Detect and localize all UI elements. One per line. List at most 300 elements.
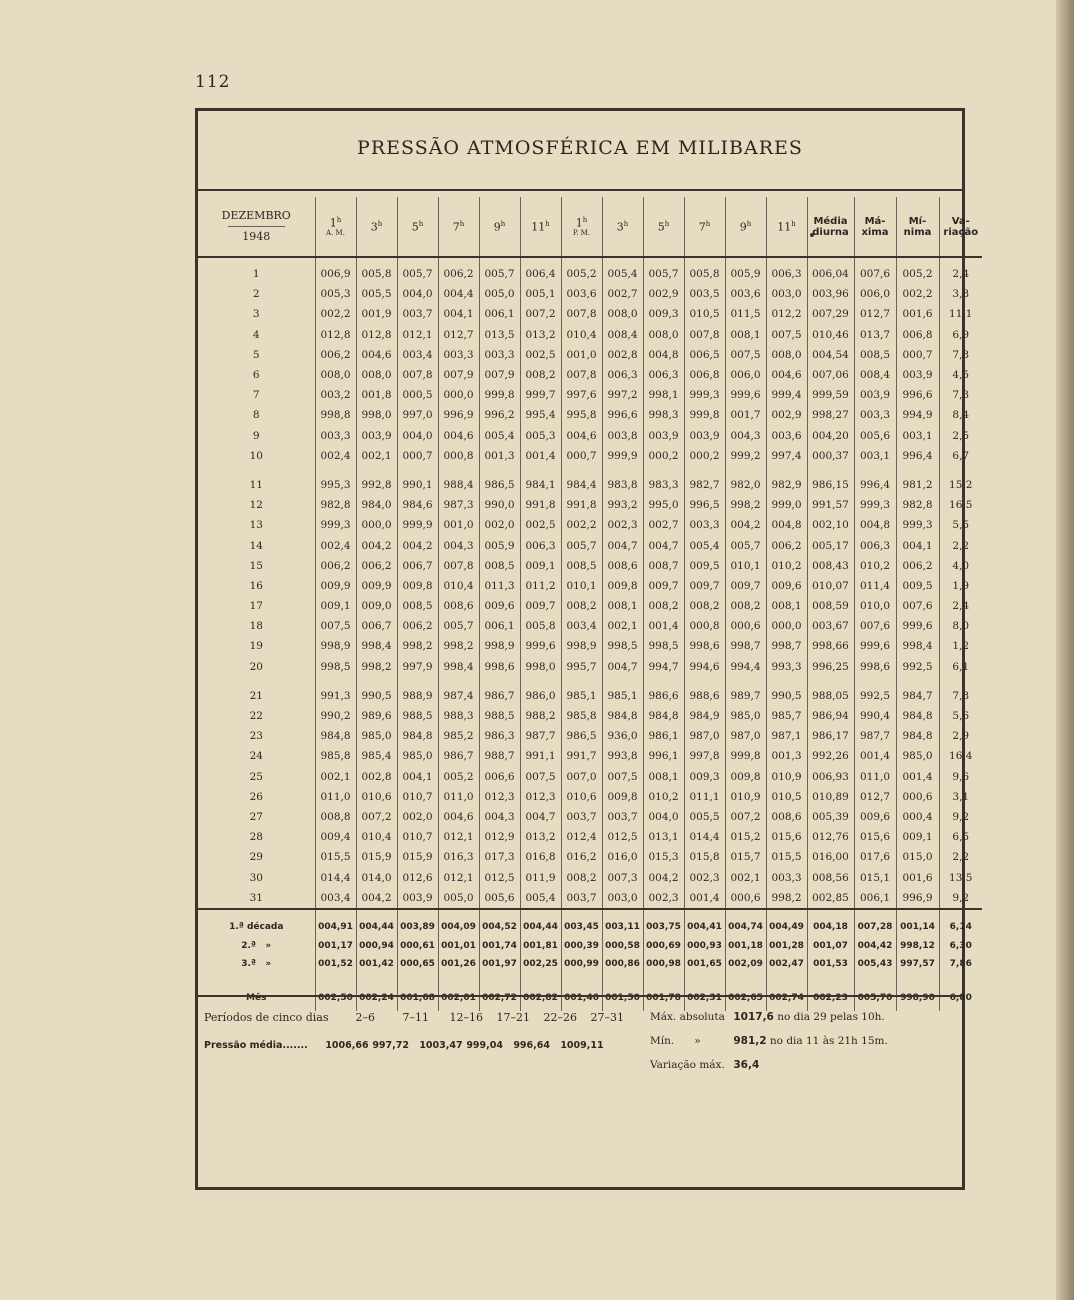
hour-header-7 [561, 197, 602, 257]
value-cell: 007,5 [602, 767, 643, 787]
summary-value: 001,74 [479, 936, 520, 955]
table-row [198, 257, 982, 284]
value-cell: 006,4 [520, 257, 561, 284]
value-cell: 987,3 [438, 495, 479, 515]
value-cell: 002,1 [356, 446, 397, 466]
value-cell: 985,4 [356, 746, 397, 766]
value-cell: 999,6 [896, 616, 939, 636]
value-cell: 988,3 [438, 706, 479, 726]
value-cell: 9,2 [952, 891, 970, 904]
value-cell: 005,6 [854, 426, 896, 446]
value-cell: 007,0 [561, 767, 602, 787]
summary-label: 3.ª » [198, 955, 315, 974]
period-pressure: 1006,66 [325, 1040, 369, 1051]
value-cell: 006,0 [854, 284, 896, 304]
value-cell: 008,59 [807, 596, 854, 616]
day-cell: 27 [198, 807, 315, 827]
value-cell: 998,2 [438, 636, 479, 656]
day-cell: 3 [198, 304, 315, 324]
summary-value: 001,07 [807, 936, 854, 955]
value-cell: 999,9 [602, 446, 643, 466]
period-range: 22–26 [543, 1011, 577, 1024]
summary-value: 002,72 [479, 973, 520, 1011]
value-cell: 995,3 [315, 466, 356, 495]
summary-value: 001,78 [643, 973, 684, 1011]
value-cell: 2,9 [952, 730, 970, 743]
table-row [198, 446, 982, 466]
value-cell: 998,9 [315, 636, 356, 656]
value-cell: 985,1 [561, 677, 602, 706]
hour-value: 1 [575, 216, 583, 230]
period-range: 12–16 [449, 1011, 483, 1024]
value-cell: 998,3 [643, 405, 684, 425]
value-cell: 2,5 [952, 429, 970, 442]
value-cell: 984,0 [356, 495, 397, 515]
value-cell: 005,8 [684, 257, 725, 284]
value-cell: 005,4 [684, 535, 725, 555]
value-cell: 004,3 [438, 535, 479, 555]
value-cell: 003,0 [602, 888, 643, 909]
value-cell: 010,7 [397, 827, 438, 847]
hour-header-12 [766, 197, 807, 257]
value-cell: 004,8 [643, 345, 684, 365]
table-row [198, 827, 982, 847]
value-cell: 001,0 [438, 515, 479, 535]
value-cell: 985,2 [438, 726, 479, 746]
max-text: no dia 29 pelas 10h. [777, 1011, 885, 1023]
value-cell: 985,0 [896, 746, 939, 766]
value-cell: 984,7 [896, 677, 939, 706]
value-cell: 004,0 [643, 807, 684, 827]
value-cell: 006,2 [397, 616, 438, 636]
summary-value: 004,49 [766, 909, 807, 937]
value-cell: 004,4 [438, 284, 479, 304]
summary-value: 004,44 [356, 909, 397, 937]
summary-value: 001,52 [315, 955, 356, 974]
table-row [198, 726, 982, 746]
value-cell: 006,1 [479, 304, 520, 324]
value-cell: 010,0 [854, 596, 896, 616]
value-cell: 991,1 [520, 746, 561, 766]
day-cell: 29 [198, 847, 315, 867]
value-cell: 998,4 [896, 636, 939, 656]
value-cell: 005,5 [356, 284, 397, 304]
value-cell: 010,4 [561, 325, 602, 345]
value-cell: 991,8 [520, 495, 561, 515]
value-cell: 001,3 [479, 446, 520, 466]
table-row [198, 677, 982, 706]
value-cell: 007,8 [561, 365, 602, 385]
value-cell: 001,7 [725, 405, 766, 425]
value-cell: 3,1 [952, 790, 970, 803]
value-cell: 007,2 [520, 304, 561, 324]
value-cell: 004,7 [520, 807, 561, 827]
summary-value: 004,18 [807, 909, 854, 937]
value-cell: 000,0 [438, 385, 479, 405]
value-cell: 009,5 [684, 556, 725, 576]
value-cell: 984,1 [520, 466, 561, 495]
value-cell: 012,1 [438, 827, 479, 847]
value-cell: 016,00 [807, 847, 854, 867]
hour-header-11 [725, 197, 766, 257]
day-cell: 20 [198, 657, 315, 677]
summary-value: 998,90 [896, 973, 939, 1011]
value-cell: 999,3 [684, 385, 725, 405]
summary-value: 005,43 [854, 955, 896, 974]
value-cell: 9,6 [952, 770, 970, 783]
value-cell: 004,6 [356, 345, 397, 365]
min-label: Mín. » [650, 1035, 701, 1047]
day-cell: 15 [198, 556, 315, 576]
table-row [198, 616, 982, 636]
summary-value: 001,42 [356, 955, 397, 974]
value-cell: 014,4 [315, 867, 356, 887]
value-cell: 002,8 [356, 767, 397, 787]
hour-unit: h [336, 215, 342, 224]
value-cell: 012,8 [315, 325, 356, 345]
value-cell: 992,5 [896, 657, 939, 677]
value-cell: 007,29 [807, 304, 854, 324]
value-cell: 991,7 [561, 746, 602, 766]
summary-value: 002,82 [520, 973, 561, 1011]
day-cell: 23 [198, 726, 315, 746]
value-cell: 007,5 [315, 616, 356, 636]
value-cell: 986,15 [807, 466, 854, 495]
value-cell: 003,9 [684, 426, 725, 446]
value-cell: 990,5 [766, 677, 807, 706]
table-header [198, 197, 982, 257]
summary-value: 002,01 [438, 973, 479, 1011]
value-cell: 002,2 [561, 515, 602, 535]
value-cell: 003,1 [854, 446, 896, 466]
summary-value: 002,47 [766, 955, 807, 974]
value-cell: 000,0 [356, 515, 397, 535]
summary-value: 001,01 [438, 936, 479, 955]
hour-unit: h [582, 215, 588, 224]
summary-value: 998,12 [896, 936, 939, 955]
value-cell: 998,0 [520, 657, 561, 677]
value-cell: 006,2 [356, 556, 397, 576]
hour-unit: h [791, 219, 796, 228]
value-cell: 989,6 [356, 706, 397, 726]
summary-label: 2.ª » [198, 936, 315, 955]
value-cell: 006,5 [684, 345, 725, 365]
summary-value: 002,25 [520, 955, 561, 974]
hour-value: 9 [493, 220, 501, 234]
value-cell: 007,2 [356, 807, 397, 827]
value-cell: 004,2 [725, 515, 766, 535]
table-row [198, 706, 982, 726]
value-cell: 998,9 [479, 636, 520, 656]
value-cell: 999,7 [520, 385, 561, 405]
hour-value: 5 [657, 220, 665, 234]
value-cell: 015,6 [766, 827, 807, 847]
value-cell: 010,07 [807, 576, 854, 596]
value-cell: 995,0 [643, 495, 684, 515]
summary-value: 002,23 [807, 973, 854, 1011]
value-cell: 5,5 [952, 519, 970, 532]
value-cell: 008,5 [397, 596, 438, 616]
value-cell: 2,4 [952, 600, 970, 613]
value-cell: 000,7 [896, 345, 939, 365]
hour-header-8 [602, 197, 643, 257]
summary-value: 000,61 [397, 936, 438, 955]
value-cell: 005,7 [643, 257, 684, 284]
value-cell: 012,3 [479, 787, 520, 807]
value-cell: 3,8 [952, 288, 970, 301]
value-cell: 999,6 [520, 636, 561, 656]
value-cell: 999,8 [479, 385, 520, 405]
value-cell: 985,1 [602, 677, 643, 706]
value-cell: 007,6 [854, 257, 896, 284]
day-cell: 30 [198, 867, 315, 887]
value-cell: 015,7 [725, 847, 766, 867]
value-cell: 006,2 [438, 257, 479, 284]
value-cell: 996,9 [896, 888, 939, 909]
value-cell: 005,7 [725, 535, 766, 555]
summary-value: 003,89 [397, 909, 438, 937]
value-cell: 997,2 [602, 385, 643, 405]
summary-value: 004,09 [438, 909, 479, 937]
value-cell: 998,6 [479, 657, 520, 677]
value-cell: 993,3 [766, 657, 807, 677]
value-cell: 012,9 [479, 827, 520, 847]
value-cell: 008,1 [766, 596, 807, 616]
value-cell: 002,5 [520, 515, 561, 535]
period-range: 7–11 [402, 1011, 429, 1024]
value-cell: 000,6 [725, 888, 766, 909]
value-cell: 998,6 [854, 657, 896, 677]
value-cell: 998,7 [725, 636, 766, 656]
value-cell: 006,3 [643, 365, 684, 385]
value-cell: 9,2 [952, 810, 970, 823]
value-cell: 000,8 [438, 446, 479, 466]
period-pressure: 997,72 [372, 1040, 409, 1051]
value-cell: 003,4 [397, 345, 438, 365]
summary-value: 001,65 [684, 955, 725, 974]
hour-value: 9 [739, 220, 747, 234]
value-cell: 006,7 [397, 556, 438, 576]
summary-header-3 [896, 197, 939, 257]
value-cell: 001,4 [896, 767, 939, 787]
value-cell: 997,6 [561, 385, 602, 405]
day-cell: 14 [198, 535, 315, 555]
value-cell: 002,1 [725, 867, 766, 887]
value-cell: 012,5 [602, 827, 643, 847]
day-cell: 1 [198, 257, 315, 284]
summary-header-1 [807, 197, 854, 257]
value-cell: 996,1 [643, 746, 684, 766]
value-cell: 986,94 [807, 706, 854, 726]
value-cell: 012,7 [854, 304, 896, 324]
value-cell: 011,0 [438, 787, 479, 807]
summary-row [198, 973, 982, 1011]
summary-label: Mês [198, 973, 315, 1011]
value-cell: 003,3 [854, 405, 896, 425]
hour-unit: h [418, 219, 424, 228]
value-cell: 988,6 [684, 677, 725, 706]
value-cell: 005,7 [479, 257, 520, 284]
hour-header-10 [684, 197, 725, 257]
value-cell: 996,4 [854, 466, 896, 495]
value-cell: 010,5 [684, 304, 725, 324]
period-range: 17–21 [496, 1011, 530, 1024]
value-cell: 009,7 [684, 576, 725, 596]
value-cell: 009,8 [602, 576, 643, 596]
value-cell: 987,7 [520, 726, 561, 746]
value-cell: 012,2 [766, 304, 807, 324]
summary-value: 000,39 [561, 936, 602, 955]
value-cell: 005,4 [479, 426, 520, 446]
value-cell: 008,0 [766, 345, 807, 365]
value-cell: 002,9 [766, 405, 807, 425]
hour-value: 7 [452, 220, 460, 234]
value-cell: 990,2 [315, 706, 356, 726]
period-pressure: 1003,47 [419, 1040, 463, 1051]
value-cell: 986,17 [807, 726, 854, 746]
value-cell: 005,4 [602, 257, 643, 284]
summary-value: 001,97 [479, 955, 520, 974]
value-cell: 010,6 [561, 787, 602, 807]
table-row [198, 767, 982, 787]
value-cell: 007,6 [854, 616, 896, 636]
value-cell: 010,2 [854, 556, 896, 576]
value-cell: 996,5 [684, 495, 725, 515]
summary-value: 004,52 [479, 909, 520, 937]
summary-value: 002,31 [684, 973, 725, 1011]
value-cell: 008,1 [602, 596, 643, 616]
value-cell: 990,0 [479, 495, 520, 515]
value-cell: 984,9 [684, 706, 725, 726]
value-cell: 004,1 [896, 535, 939, 555]
value-cell: 996,6 [896, 385, 939, 405]
table-row [198, 807, 982, 827]
value-cell: 986,1 [643, 726, 684, 746]
value-cell: 999,0 [766, 495, 807, 515]
value-cell: 998,4 [356, 636, 397, 656]
value-cell: 013,1 [643, 827, 684, 847]
max-variation [650, 1059, 759, 1071]
value-cell: 003,9 [896, 365, 939, 385]
hour-value: 3 [370, 220, 378, 234]
value-cell: 998,2 [356, 657, 397, 677]
value-cell: 015,9 [356, 847, 397, 867]
value-cell: 988,2 [520, 706, 561, 726]
value-cell: 008,2 [684, 596, 725, 616]
value-cell: 982,8 [315, 495, 356, 515]
value-cell: 015,5 [766, 847, 807, 867]
summary-value: 000,69 [643, 936, 684, 955]
value-cell: 998,8 [315, 405, 356, 425]
value-cell: 002,3 [684, 867, 725, 887]
value-cell: 003,7 [397, 304, 438, 324]
value-cell: 2,2 [952, 851, 970, 864]
day-cell: 31 [198, 888, 315, 909]
value-cell: 016,0 [602, 847, 643, 867]
periods-line [204, 1011, 638, 1024]
value-cell: 004,7 [643, 535, 684, 555]
value-cell: 007,5 [725, 345, 766, 365]
day-cell: 10 [198, 446, 315, 466]
value-cell: 008,5 [854, 345, 896, 365]
value-cell: 998,1 [643, 385, 684, 405]
value-cell: 014,0 [356, 867, 397, 887]
summary-header-4 [939, 197, 982, 257]
value-cell: 000,5 [397, 385, 438, 405]
table-row [198, 345, 982, 365]
value-cell: 009,1 [315, 596, 356, 616]
value-cell: 994,7 [643, 657, 684, 677]
value-cell: 998,2 [766, 888, 807, 909]
value-cell: 000,0 [766, 616, 807, 636]
value-cell: 987,4 [438, 677, 479, 706]
value-cell: 984,8 [602, 706, 643, 726]
value-cell: 008,7 [643, 556, 684, 576]
value-cell: 003,3 [315, 426, 356, 446]
period-pressure: 999,04 [466, 1040, 503, 1051]
value-cell: 984,4 [561, 466, 602, 495]
day-cell: 4 [198, 325, 315, 345]
value-cell: 984,6 [397, 495, 438, 515]
value-cell: 004,8 [766, 515, 807, 535]
value-cell: 009,7 [725, 576, 766, 596]
value-cell: 990,1 [397, 466, 438, 495]
value-cell: 2,4 [952, 268, 970, 281]
value-cell: 009,8 [725, 767, 766, 787]
value-cell: 006,8 [896, 325, 939, 345]
summary-value: 6,14 [939, 909, 982, 937]
period-pressure: 996,64 [513, 1040, 550, 1051]
hour-header-2 [356, 197, 397, 257]
value-cell: 003,2 [315, 385, 356, 405]
value-cell: 010,2 [766, 556, 807, 576]
day-cell: 2 [198, 284, 315, 304]
value-cell: 000,8 [684, 616, 725, 636]
value-cell: 992,26 [807, 746, 854, 766]
summary-value: 004,41 [684, 909, 725, 937]
hour-value: 5 [411, 220, 419, 234]
value-cell: 009,8 [602, 787, 643, 807]
value-cell: 002,7 [643, 515, 684, 535]
value-cell: 16,4 [949, 750, 973, 763]
value-cell: 999,6 [854, 636, 896, 656]
value-cell: 001,8 [356, 385, 397, 405]
value-cell: 003,7 [561, 888, 602, 909]
value-cell: 998,0 [356, 405, 397, 425]
value-cell: 009,8 [397, 576, 438, 596]
value-cell: 999,59 [807, 385, 854, 405]
value-cell: 009,9 [356, 576, 397, 596]
value-cell: 001,4 [643, 616, 684, 636]
summary-value: 000,99 [561, 955, 602, 974]
hour-period: A. M. [326, 229, 345, 238]
value-cell: 005,6 [479, 888, 520, 909]
hour-value: 1 [329, 216, 337, 230]
summary-header-label: Média diurna [812, 215, 849, 238]
value-cell: 004,3 [725, 426, 766, 446]
mean-pressure-line [204, 1040, 607, 1051]
table-row [198, 405, 982, 425]
value-cell: 008,8 [315, 807, 356, 827]
value-cell: 8,0 [952, 620, 970, 633]
table-row [198, 847, 982, 867]
value-cell: 001,6 [896, 304, 939, 324]
value-cell: 991,57 [807, 495, 854, 515]
value-cell: 000,2 [684, 446, 725, 466]
value-cell: 001,4 [684, 888, 725, 909]
summary-value: 6,80 [949, 993, 972, 1004]
hour-period: P. M. [572, 229, 591, 238]
